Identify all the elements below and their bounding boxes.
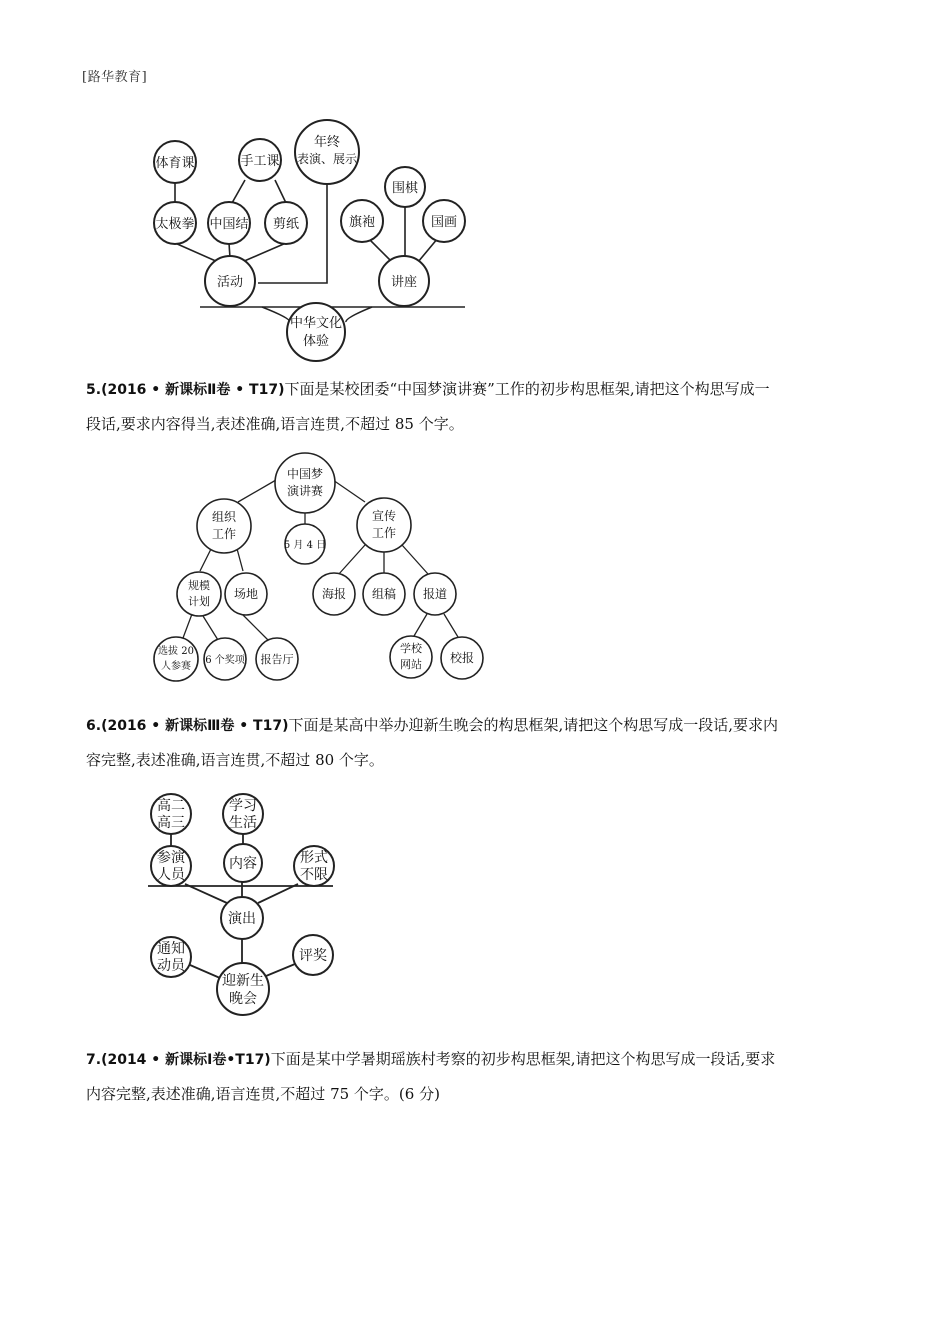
label-tongzhi-1: 通知 [157,941,185,957]
label-jiangzuo: 讲座 [390,275,418,290]
label-gaoer-1: 高二 [157,798,185,814]
question-6-text-1: 下面是某高中举办迎新生晚会的构思框架,请把这个构思写成一段话,要求内 [288,716,779,734]
label-xiaobao: 校报 [449,651,475,665]
question-7-number: 7. [86,1052,102,1068]
label-baogaoting: 报告厅 [260,653,294,666]
node-zuzhi [197,499,251,553]
label-xuexiao-2: 网站 [400,658,422,671]
label-welcome-root-2: 晚会 [229,991,257,1007]
label-jianzhi: 剪纸 [272,217,300,232]
label-guimo-2: 计划 [188,595,210,608]
label-xingshi-1: 形式 [300,850,328,866]
page-header: [路华教育] [82,70,148,85]
label-xuanchuan-1: 宣传 [371,509,397,523]
label-zhongguojie: 中国结 [209,217,249,232]
question-6 [86,708,866,777]
question-6-source: (2016 • 新课标Ⅲ卷 • T17) [101,718,289,734]
question-5-number: 5. [86,382,102,398]
label-guohua: 国画 [430,215,458,230]
label-yanchu: 演出 [228,911,256,927]
label-weiqi: 围棋 [391,181,419,196]
label-haibao: 海报 [321,587,347,601]
label-xuexi-1: 学习 [229,798,257,814]
label-tiyuke: 体育课 [155,156,195,171]
label-zuzhi-1: 组织 [211,510,237,524]
question-7-text-1: 下面是某中学暑期瑶族村考察的初步构思框架,请把这个构思写成一段话,要求 [270,1050,776,1068]
label-huodong: 活动 [216,275,244,290]
label-xuexiao-1: 学校 [400,642,422,655]
label-date: 5 月 4 日 [283,540,327,551]
node-xuanchuan [357,498,411,552]
label-xingshi-2: 不限 [300,867,328,883]
label-xuanba-2: 人参赛 [161,661,191,672]
question-7 [86,1042,866,1111]
question-6-number: 6. [86,718,102,734]
label-zuzhi-2: 工作 [211,527,237,541]
question-5-line-2: 段话,要求内容得当,表述准确,语言连贯,不超过 85 个字。 [86,415,464,433]
question-5-text-1: 下面是某校团委“中国梦演讲赛”工作的初步构思框架,请把这个构思写成一 [284,380,770,398]
label-canyan-1: 参演 [157,850,185,866]
label-nianzhong-1: 年终 [313,135,341,150]
node-zhonghua-root [287,303,345,361]
label-xuexi-2: 生活 [229,815,257,831]
label-welcome-root-1: 迎新生 [222,973,264,989]
label-gaoer-2: 高三 [157,815,185,831]
label-pingjiang: 评奖 [299,948,327,964]
label-xuanchuan-2: 工作 [371,526,397,540]
label-guimo-1: 规模 [188,579,210,592]
label-canyan-2: 人员 [157,867,185,883]
label-taijiquan: 太极拳 [155,217,195,232]
question-5 [86,372,866,441]
question-5-source: (2016 • 新课标Ⅱ卷 • T17) [101,382,285,398]
label-baodao: 报道 [422,587,448,601]
question-6-line-2: 容完整,表述准确,语言连贯,不超过 80 个字。 [86,751,384,769]
label-qipao: 旗袍 [348,215,376,230]
node-xuanba [154,637,198,681]
label-zhonghua-root-2: 体验 [302,334,330,349]
question-7-line-2: 内容完整,表述准确,语言连贯,不超过 75 个字。(6 分) [86,1085,440,1103]
diagram-chinese-culture [0,110,950,370]
diagram-welcome-party [0,788,950,1028]
question-6-line-1 [86,708,866,743]
label-changdi: 场地 [233,587,259,601]
label-tongzhi-2: 动员 [157,958,185,974]
label-china-dream-root-1: 中国梦 [286,467,324,481]
label-zhonghua-root-1: 中华文化 [289,316,343,331]
label-shougongke: 手工课 [240,154,280,169]
node-welcome-root [217,963,269,1015]
question-5-line-1 [86,372,866,407]
diagram-china-dream [0,450,950,690]
question-7-line-1 [86,1042,866,1077]
label-neirong: 内容 [229,856,257,872]
label-zugao: 组稿 [371,587,397,601]
question-7-source: (2014 • 新课标Ⅰ卷•T17) [101,1052,271,1068]
label-xuanba-1: 选拔 20 [158,646,194,657]
label-china-dream-root-2: 演讲赛 [286,484,324,498]
node-china-dream-root [275,453,335,513]
label-jiangxiang: 6 个奖项 [205,655,245,666]
label-nianzhong-2: 表演、展示 [296,152,358,166]
